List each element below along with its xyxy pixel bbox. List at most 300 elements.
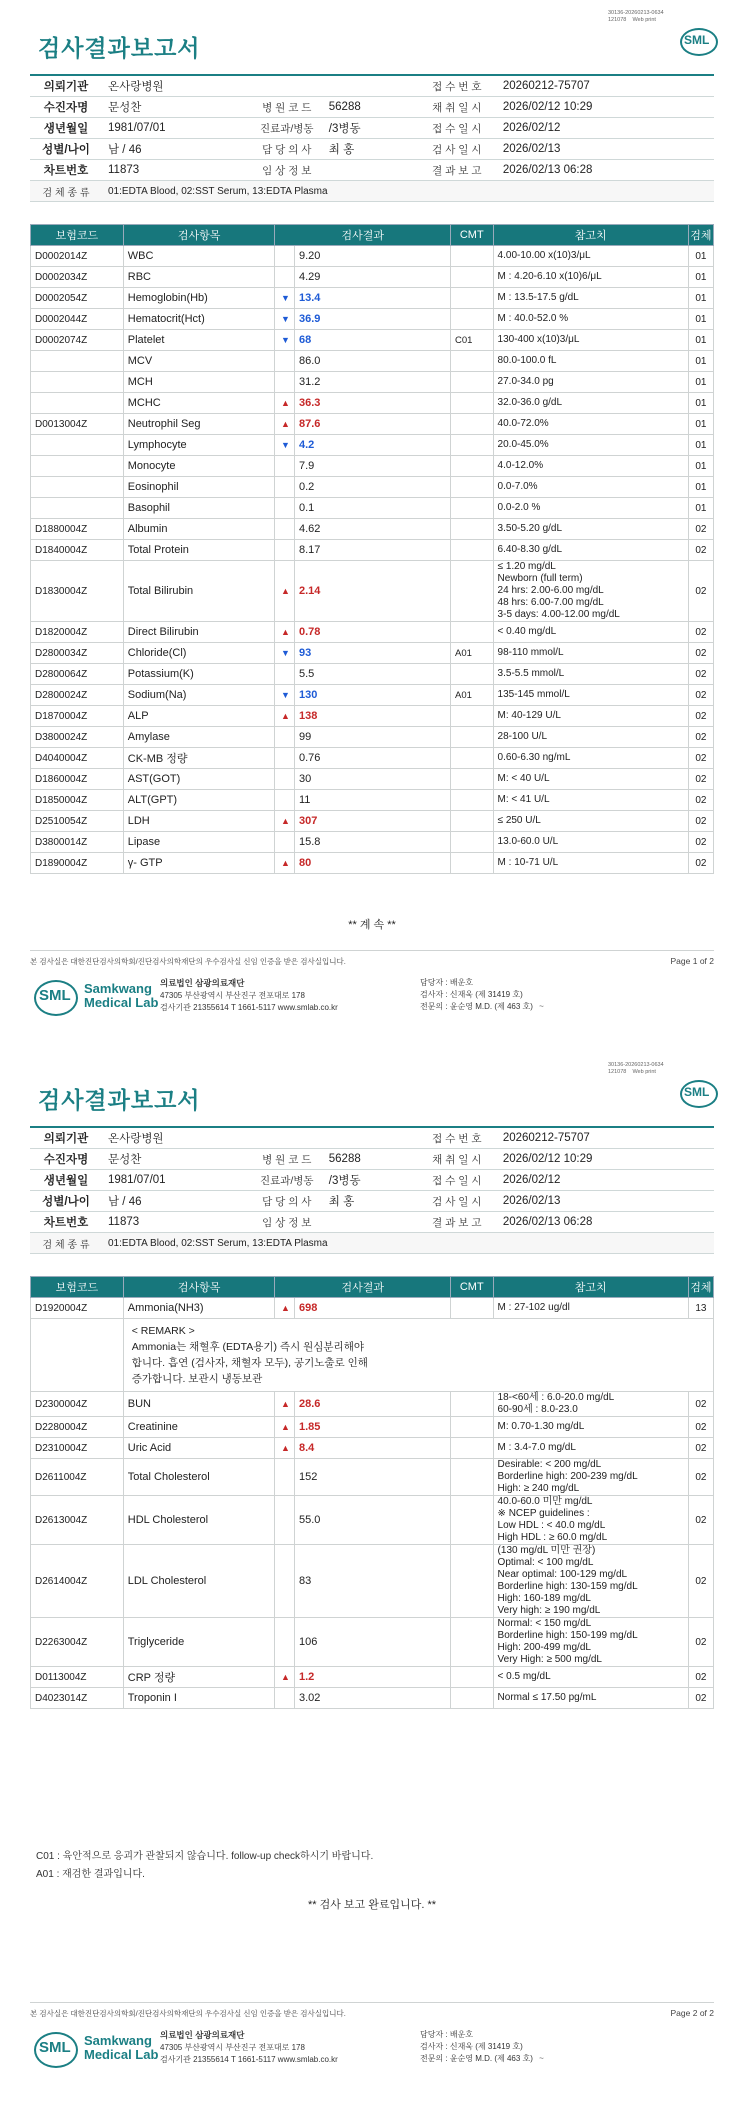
sample-value: 01:EDTA Blood, 02:SST Serum, 13:EDTA Plasma	[102, 181, 714, 202]
chart-label: 차트번호	[30, 160, 102, 181]
insurance-code: D1830004Z	[31, 561, 124, 622]
flag-cell	[275, 246, 295, 267]
test-item: LDL Cholesterol	[123, 1545, 275, 1618]
reference-range: 3.50-5.20 g/dL	[493, 519, 688, 540]
results-table-page-2: 보험코드 검사항목 검사결과 CMT 참고치 검체 D1920004Z Ammonia(NH3) ▲ 698 M : 27-102 ug/dl 13 < REMARK > Ammonia는 채혈후 (EDTA용기) 즉시 원심분리해야 합니다. 흡연 (검사자, 채혈자 모두), 공기노출로 인해 증가합니다. 보관시 냉동보관 D2300004Z BUN ▲ 28.6 18-<60세 : 6.0-20.0 mg/dL 60-90세 : 8.0-23.0 02 D2280004Z Creatinine ▲ 1.85 M: 0.70-1.30 mg/dL 02 D2310004Z Uric Acid ▲ 8.4 M : 3.4-7.0 mg/dL 02 D2611004Z Total Cholesterol 152 Desirable: < 200 mg/dL Borderline high: 200-239 mg/dL High: ≥ 240 mg/dL 02 D2613004Z HDL Cholesterol 55.0 40.0-60.0 미만 mg/dL ※ NCEP guidelines : Low HDL : < 40.0 mg/dL High HDL : ≥ 60.0 mg/dL 02 D2614004Z LDL Cholesterol 83 (130 mg/dL 미만 권장) Optimal: < 100 mg/dL Near optimal: 100-129 mg/dL Borderline high: 130-159 mg/dL High: 160-189 mg/dL Very high: ≥ 190 mg/dL 02 D2263004Z Triglyceride 106 Normal: < 150 mg/dL Borderline high: 150-199 mg/dL High: 200-499 mg/dL Very High: ≥ 500 mg/dL 02 D0113004Z CRP 정량 ▲ 1.2 < 0.5 mg/dL 02 D4023014Z Troponin I 3.02 Normal ≤ 17.50 pg/mL 02	[30, 1276, 714, 1709]
reference-range: 0.60-6.30 ng/mL	[493, 748, 688, 769]
patient-info-table: 의뢰기관 온사랑병원 접 수 번 호 20260212-75707 수진자명 문성찬 병 원 코 드 56288 채 취 일 시 2026/02/12 10:29 생년월일 1981/07/01 진료과/병동 /3병동 접 수 일 시 2026/02/12 성별/나이 남 / 46 담 당 의 사 최 홍 검 사 일 시 2026/02/13 차트번호 11873 임 상 정 보 결 과 보 고 2026/02/13 06:28 검 체 종 류 01:EDTA Blood, 02:SST Serum, 13:EDTA Plasma	[30, 1126, 714, 1254]
low-flag-icon: ▼	[275, 330, 295, 351]
result-row	[31, 393, 714, 414]
result-row	[31, 1545, 714, 1618]
comment-code	[451, 706, 494, 727]
page-number: Page 1 of 2	[670, 956, 714, 966]
test-result: 138	[294, 706, 450, 727]
receipt-date-label: 접 수 일 시	[417, 118, 497, 139]
test-item: Ammonia(NH3)	[123, 1298, 275, 1319]
test-result: 15.8	[294, 832, 450, 853]
test-item: Hemoglobin(Hb)	[123, 288, 275, 309]
result-row	[31, 1688, 714, 1709]
samkwang-logo: SML Samkwang Medical Lab	[34, 2030, 164, 2070]
test-item: Albumin	[123, 519, 275, 540]
comment-code	[451, 477, 494, 498]
test-result: 152	[294, 1459, 450, 1496]
comment-code	[451, 246, 494, 267]
low-flag-icon: ▼	[275, 309, 295, 330]
reference-range: ≤ 1.20 mg/dL Newborn (full term) 24 hrs: 2.00-6.00 mg/dL 48 hrs: 6.00-7.00 mg/dL 3-5 days: 4.00-12.00 mg/dL	[493, 561, 688, 622]
specimen-type: 01	[688, 351, 713, 372]
specimen-type: 01	[688, 477, 713, 498]
specimen-type: 02	[688, 748, 713, 769]
insurance-code: D0002044Z	[31, 309, 124, 330]
result-row	[31, 1618, 714, 1667]
result-row	[31, 330, 714, 351]
test-item: Uric Acid	[123, 1438, 275, 1459]
comment-code	[451, 1688, 494, 1709]
comment-code	[451, 1298, 494, 1319]
clinical-value	[323, 160, 417, 181]
flag-cell	[275, 267, 295, 288]
test-item: Platelet	[123, 330, 275, 351]
specimen-type: 01	[688, 414, 713, 435]
note-a01: A01 : 재검한 결과입니다.	[36, 1869, 145, 1880]
doctor-label: 담 당 의 사	[251, 139, 323, 160]
page-number: Page 2 of 2	[670, 2008, 714, 2018]
comment-code	[451, 519, 494, 540]
test-item: MCH	[123, 372, 275, 393]
test-item: HDL Cholesterol	[123, 1496, 275, 1545]
result-row	[31, 811, 714, 832]
patient-info-table	[30, 74, 714, 202]
specimen-type: 02	[688, 706, 713, 727]
reference-range: ≤ 250 U/L	[493, 811, 688, 832]
reference-range: M : 13.5-17.5 g/dL	[493, 288, 688, 309]
results-table-page-1	[30, 224, 714, 874]
low-flag-icon: ▼	[275, 685, 295, 706]
specimen-type: 02	[688, 1438, 713, 1459]
comment-code	[451, 456, 494, 477]
reference-range: < 0.5 mg/dL	[493, 1667, 688, 1688]
high-flag-icon: ▲	[275, 393, 295, 414]
test-result: 11	[294, 790, 450, 811]
insurance-code: D1880004Z	[31, 519, 124, 540]
test-item: Total Protein	[123, 540, 275, 561]
comment-code	[451, 561, 494, 622]
high-flag-icon: ▲	[275, 1667, 295, 1688]
specimen-type: 02	[688, 1688, 713, 1709]
high-flag-icon: ▲	[275, 1298, 295, 1319]
insurance-code: D2300004Z	[31, 1392, 124, 1417]
insurance-code: D0113004Z	[31, 1667, 124, 1688]
flag-cell	[275, 498, 295, 519]
test-item: Basophil	[123, 498, 275, 519]
comment-code: A01	[451, 685, 494, 706]
test-item: RBC	[123, 267, 275, 288]
result-row	[31, 1438, 714, 1459]
comment-code	[451, 1667, 494, 1688]
test-result: 106	[294, 1618, 450, 1667]
comment-code	[451, 267, 494, 288]
result-row	[31, 769, 714, 790]
insurance-code: D2280004Z	[31, 1417, 124, 1438]
reference-range: 0.0-2.0 %	[493, 498, 688, 519]
result-row	[31, 1417, 714, 1438]
reference-range: Normal: < 150 mg/dL Borderline high: 150-199 mg/dL High: 200-499 mg/dL Very High: ≥ 500 mg/dL	[493, 1618, 688, 1667]
reference-range: 40.0-72.0%	[493, 414, 688, 435]
insurance-code	[31, 393, 124, 414]
col-code: 보험코드	[31, 225, 124, 246]
reference-range: 13.0-60.0 U/L	[493, 832, 688, 853]
test-item: ALP	[123, 706, 275, 727]
specimen-type: 02	[688, 643, 713, 664]
flag-cell	[275, 372, 295, 393]
ammonia-remark: < REMARK > Ammonia는 채혈후 (EDTA용기) 즉시 원심분리해야 합니다. 흡연 (검사자, 채혈자 모두), 공기노출로 인해 증가합니다. 보관시 냉동보관	[123, 1319, 713, 1392]
insurance-code: D2310004Z	[31, 1438, 124, 1459]
test-item: AST(GOT)	[123, 769, 275, 790]
insurance-code: D0002014Z	[31, 246, 124, 267]
insurance-code	[31, 477, 124, 498]
reference-range: M: < 40 U/L	[493, 769, 688, 790]
reference-range: M: 40-129 U/L	[493, 706, 688, 727]
result-row	[31, 519, 714, 540]
reference-range: 6.40-8.30 g/dL	[493, 540, 688, 561]
result-row	[31, 435, 714, 456]
receipt-date-value: 2026/02/12	[497, 118, 714, 139]
low-flag-icon: ▼	[275, 435, 295, 456]
insurance-code	[31, 351, 124, 372]
test-result: 1.2	[294, 1667, 450, 1688]
reference-range: 80.0-100.0 fL	[493, 351, 688, 372]
test-item: Direct Bilirubin	[123, 622, 275, 643]
hosp-code-value: 56288	[323, 97, 417, 118]
flag-cell	[275, 456, 295, 477]
test-result: 130	[294, 685, 450, 706]
result-row	[31, 372, 714, 393]
high-flag-icon: ▲	[275, 706, 295, 727]
test-item: Neutrophil Seg	[123, 414, 275, 435]
test-result: 9.20	[294, 246, 450, 267]
specimen-type: 02	[688, 540, 713, 561]
insurance-code: D2800034Z	[31, 643, 124, 664]
reference-range: M: 0.70-1.30 mg/dL	[493, 1417, 688, 1438]
dept-value: /3병동	[323, 118, 417, 139]
specimen-type: 02	[688, 1392, 713, 1417]
specimen-type: 02	[688, 832, 713, 853]
result-row	[31, 288, 714, 309]
specimen-type: 13	[688, 1298, 713, 1319]
comment-code	[451, 1392, 494, 1417]
reference-range: 27.0-34.0 pg	[493, 372, 688, 393]
specimen-type: 01	[688, 498, 713, 519]
test-result: 3.02	[294, 1688, 450, 1709]
result-row	[31, 477, 714, 498]
comment-code	[451, 372, 494, 393]
result-row	[31, 1496, 714, 1545]
test-item: Potassium(K)	[123, 664, 275, 685]
flag-cell	[275, 351, 295, 372]
test-item: Creatinine	[123, 1417, 275, 1438]
continue-text: ** 계 속 **	[348, 919, 396, 931]
result-row	[31, 1459, 714, 1496]
collect-date-value: 2026/02/12 10:29	[497, 97, 714, 118]
end-text: ** 검사 보고 완료입니다. **	[307, 1899, 437, 1911]
comment-code	[451, 393, 494, 414]
insurance-code	[31, 435, 124, 456]
result-row	[31, 853, 714, 874]
test-result: 0.76	[294, 748, 450, 769]
result-row	[31, 748, 714, 769]
test-result: 4.62	[294, 519, 450, 540]
reference-range: Normal ≤ 17.50 pg/mL	[493, 1688, 688, 1709]
test-result: 698	[294, 1298, 450, 1319]
patient-value: 문성찬	[102, 97, 251, 118]
test-item: Lipase	[123, 832, 275, 853]
reference-range: 40.0-60.0 미만 mg/dL ※ NCEP guidelines : Low HDL : < 40.0 mg/dL High HDL : ≥ 60.0 mg/dL	[493, 1496, 688, 1545]
insurance-code: D2510054Z	[31, 811, 124, 832]
sex-age-value: 남 / 46	[102, 139, 251, 160]
reference-range: M : 4.20-6.10 x(10)6/μL	[493, 267, 688, 288]
high-flag-icon: ▲	[275, 1417, 295, 1438]
flag-cell	[275, 1545, 295, 1618]
receipt-no-value: 20260212-75707	[497, 75, 714, 97]
comment-notes	[36, 1848, 373, 1884]
comment-code	[451, 727, 494, 748]
test-result: 0.1	[294, 498, 450, 519]
comment-code	[451, 309, 494, 330]
comment-code	[451, 748, 494, 769]
report-title: 검사결과보고서	[38, 35, 201, 61]
reference-range: Desirable: < 200 mg/dL Borderline high: 200-239 mg/dL High: ≥ 240 mg/dL	[493, 1459, 688, 1496]
test-item: MCHC	[123, 393, 275, 414]
test-result: 86.0	[294, 351, 450, 372]
sample-label: 검 체 종 류	[30, 181, 102, 202]
comment-code	[451, 1417, 494, 1438]
insurance-code: D4023014Z	[31, 1688, 124, 1709]
specimen-type: 01	[688, 267, 713, 288]
test-result: 5.5	[294, 664, 450, 685]
test-item: WBC	[123, 246, 275, 267]
result-row	[31, 246, 714, 267]
reference-range: < 0.40 mg/dL	[493, 622, 688, 643]
comment-code	[451, 1459, 494, 1496]
reference-range: 18-<60세 : 6.0-20.0 mg/dL 60-90세 : 8.0-23.0	[493, 1392, 688, 1417]
flag-cell	[275, 477, 295, 498]
comment-code	[451, 1618, 494, 1667]
insurance-code: D1870004Z	[31, 706, 124, 727]
specimen-type: 02	[688, 685, 713, 706]
test-item: Eosinophil	[123, 477, 275, 498]
test-item: BUN	[123, 1392, 275, 1417]
result-row	[31, 685, 714, 706]
comment-code	[451, 769, 494, 790]
specimen-type: 01	[688, 246, 713, 267]
specimen-type: 02	[688, 664, 713, 685]
comment-code	[451, 853, 494, 874]
test-item: γ- GTP	[123, 853, 275, 874]
result-row	[31, 1667, 714, 1688]
comment-code	[451, 351, 494, 372]
insurance-code: D1840004Z	[31, 540, 124, 561]
comment-code: A01	[451, 643, 494, 664]
high-flag-icon: ▲	[275, 811, 295, 832]
result-row	[31, 790, 714, 811]
comment-code	[451, 1496, 494, 1545]
reference-range: M : 27-102 ug/dl	[493, 1298, 688, 1319]
result-row	[31, 414, 714, 435]
flag-cell	[275, 1688, 295, 1709]
lab-info: 의료법인 삼광의료재단 47305 부산광역시 부산진구 전포대로 178 검사기관 21355614 T 1661-5117 www.smlab.co.kr	[160, 978, 338, 1012]
reference-range: 0.0-7.0%	[493, 477, 688, 498]
col-spec: 검체	[688, 225, 713, 246]
reference-range: 4.00-10.00 x(10)3/μL	[493, 246, 688, 267]
result-row	[31, 622, 714, 643]
test-result: 55.0	[294, 1496, 450, 1545]
hospital-label: 의뢰기관	[30, 75, 102, 97]
dob-label: 생년월일	[30, 118, 102, 139]
cert-note: 본 검사실은 대한진단검사의학회/진단검사의학재단의 우수검사실 신임 인증을 받은 검사실입니다.	[30, 2009, 346, 2018]
report-page-2	[0, 1052, 744, 2104]
comment-code	[451, 1545, 494, 1618]
report-title: 검사결과보고서	[38, 1087, 201, 1113]
comment-code	[451, 498, 494, 519]
insurance-code: D2614004Z	[31, 1545, 124, 1618]
specimen-type: 02	[688, 561, 713, 622]
chart-value: 11873	[102, 160, 251, 181]
test-item: Chloride(Cl)	[123, 643, 275, 664]
test-result: 28.6	[294, 1392, 450, 1417]
result-row	[31, 561, 714, 622]
result-row	[31, 540, 714, 561]
print-code-tag: 30136-20260213-0634 121078 Web print	[608, 10, 664, 23]
result-row	[31, 727, 714, 748]
reference-range: 130-400 x(10)3/μL	[493, 330, 688, 351]
specimen-type: 02	[688, 622, 713, 643]
flag-cell	[275, 1459, 295, 1496]
reference-range: 20.0-45.0%	[493, 435, 688, 456]
col-ref: 참고치	[493, 225, 688, 246]
comment-code	[451, 622, 494, 643]
result-row	[31, 456, 714, 477]
test-result: 80	[294, 853, 450, 874]
lab-info: 의료법인 삼광의료재단 47305 부산광역시 부산진구 전포대로 178 검사기관 21355614 T 1661-5117 www.smlab.co.kr	[160, 2030, 338, 2064]
flag-cell	[275, 1496, 295, 1545]
insurance-code: D1860004Z	[31, 769, 124, 790]
insurance-code: D2800064Z	[31, 664, 124, 685]
cert-note: 본 검사실은 대한진단검사의학회/진단검사의학재단의 우수검사실 신임 인증을 받은 검사실입니다.	[30, 957, 346, 966]
test-item: Triglyceride	[123, 1618, 275, 1667]
reference-range: 32.0-36.0 g/dL	[493, 393, 688, 414]
reference-range: 135-145 mmol/L	[493, 685, 688, 706]
test-result: 87.6	[294, 414, 450, 435]
insurance-code: D2611004Z	[31, 1459, 124, 1496]
col-cmt: CMT	[451, 225, 494, 246]
insurance-code: D3800014Z	[31, 832, 124, 853]
test-item: Total Bilirubin	[123, 561, 275, 622]
test-result: 1.85	[294, 1417, 450, 1438]
specimen-type: 01	[688, 288, 713, 309]
flag-cell	[275, 832, 295, 853]
insurance-code: D1820004Z	[31, 622, 124, 643]
dept-label: 진료과/병동	[251, 118, 323, 139]
specimen-type: 02	[688, 1459, 713, 1496]
specimen-type: 02	[688, 1496, 713, 1545]
result-row	[31, 664, 714, 685]
high-flag-icon: ▲	[275, 853, 295, 874]
result-row	[31, 643, 714, 664]
insurance-code: D0002054Z	[31, 288, 124, 309]
flag-cell	[275, 1618, 295, 1667]
test-result: 30	[294, 769, 450, 790]
comment-code	[451, 414, 494, 435]
result-row	[31, 309, 714, 330]
specimen-type: 01	[688, 435, 713, 456]
specimen-type: 02	[688, 790, 713, 811]
reference-range: M: < 41 U/L	[493, 790, 688, 811]
test-result: 4.2	[294, 435, 450, 456]
test-result: 307	[294, 811, 450, 832]
hospital-value: 온사랑병원	[102, 75, 417, 97]
test-item: Lymphocyte	[123, 435, 275, 456]
high-flag-icon: ▲	[275, 1438, 295, 1459]
test-result: 13.4	[294, 288, 450, 309]
reference-range: 98-110 mmol/L	[493, 643, 688, 664]
result-row	[31, 1298, 714, 1319]
insurance-code: D2800024Z	[31, 685, 124, 706]
report-date-value: 2026/02/13 06:28	[497, 160, 714, 181]
note-c01: C01 : 육안적으로 응괴가 관찰되지 않습니다. follow-up check하시기 바랍니다.	[36, 1851, 374, 1862]
samkwang-logo: SML Samkwang Medical Lab	[34, 978, 164, 1018]
specimen-type: 01	[688, 456, 713, 477]
staff-signatures: 담당자 : 배운호 검사자 : 신재욱 (제 31419 호) 전문의 : 윤순영 M.D. (제 463 호) ~	[420, 978, 544, 1011]
comment-code	[451, 832, 494, 853]
test-result: 8.17	[294, 540, 450, 561]
col-item: 검사항목	[123, 225, 275, 246]
comment-code	[451, 1438, 494, 1459]
flag-cell	[275, 540, 295, 561]
specimen-type: 01	[688, 372, 713, 393]
reference-range: M : 3.4-7.0 mg/dL	[493, 1438, 688, 1459]
clinical-label: 임 상 정 보	[251, 160, 323, 181]
test-item: Total Cholesterol	[123, 1459, 275, 1496]
result-row	[31, 498, 714, 519]
result-row	[31, 1392, 714, 1417]
test-result: 0.78	[294, 622, 450, 643]
specimen-type: 02	[688, 1618, 713, 1667]
specimen-type: 02	[688, 1417, 713, 1438]
result-row	[31, 267, 714, 288]
high-flag-icon: ▲	[275, 622, 295, 643]
test-result: 31.2	[294, 372, 450, 393]
specimen-type: 02	[688, 1545, 713, 1618]
test-item: CRP 정량	[123, 1667, 275, 1688]
insurance-code: D2613004Z	[31, 1496, 124, 1545]
test-result: 8.4	[294, 1438, 450, 1459]
insurance-code	[31, 456, 124, 477]
report-date-label: 결 과 보 고	[417, 160, 497, 181]
high-flag-icon: ▲	[275, 561, 295, 622]
test-item: Troponin I	[123, 1688, 275, 1709]
specimen-type: 01	[688, 309, 713, 330]
comment-code	[451, 540, 494, 561]
test-item: Hematocrit(Hct)	[123, 309, 275, 330]
dob-value: 1981/07/01	[102, 118, 251, 139]
sml-logo: SML	[680, 28, 718, 56]
reference-range: 28-100 U/L	[493, 727, 688, 748]
result-row	[31, 706, 714, 727]
test-item: ALT(GPT)	[123, 790, 275, 811]
high-flag-icon: ▲	[275, 1392, 295, 1417]
reference-range: 3.5-5.5 mmol/L	[493, 664, 688, 685]
collect-date-label: 채 취 일 시	[417, 97, 497, 118]
